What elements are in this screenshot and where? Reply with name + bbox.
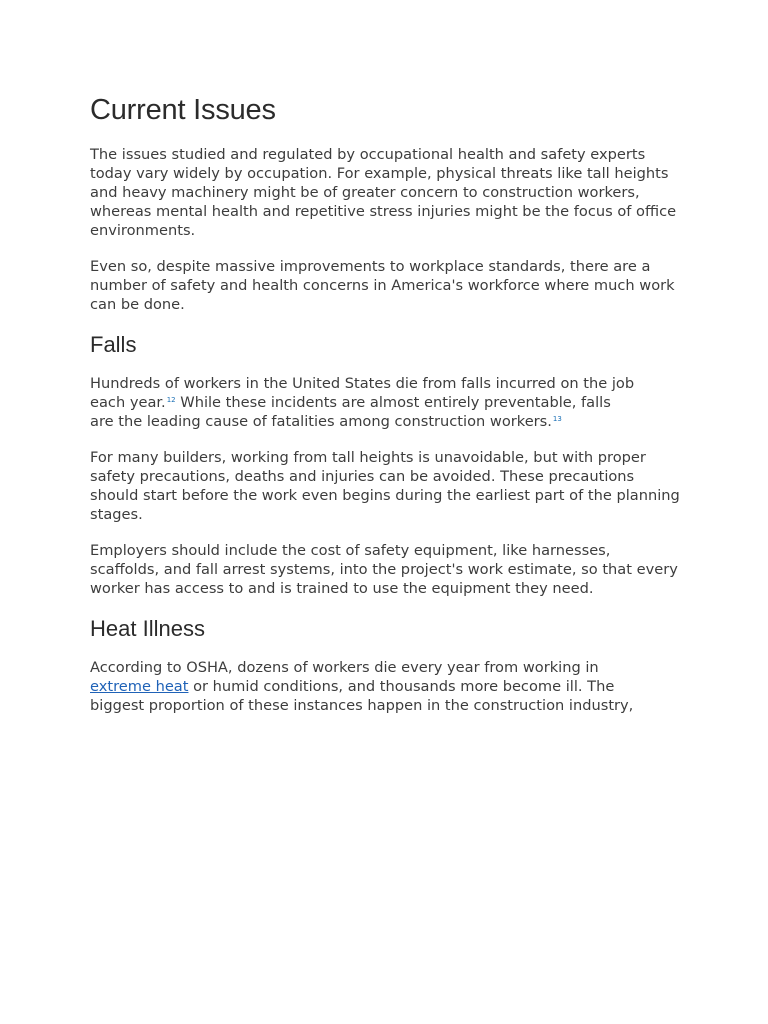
intro-paragraph-1: The issues studied and regulated by occupational health and safety experts today vary widely by occupation. For example, physical threats like tall heights and heavy machinery might be of greater concern to construction workers, whereas mental health and repetitive stress injuries might be the focus of office environments. [90,146,677,239]
falls-heading: Falls [90,332,137,357]
extreme-heat-link[interactable]: extreme heat [90,678,189,695]
intro-paragraph-2: Even so, despite massive improvements to workplace standards, there are a number of safety and health concerns in America's workforce where much work can be done. [90,258,675,313]
falls-p1-text-1: Hundreds of workers in the United States die from falls incurred on the job each year. [90,375,635,411]
heat-illness-heading: Heat Illness [90,616,205,641]
heat-p1-text-1: According to OSHA, dozens of workers die every year from working in [90,659,599,676]
falls-paragraph-2: For many builders, working from tall heights is unavoidable, but with proper safety precautions, deaths and injuries can be avoided. These precautions should start before the work even begins during the earliest part of the planning stages. [90,449,680,523]
footnote-ref-12[interactable]: 12 [166,396,176,404]
falls-p1-text-2: While these incidents are almost entirely preventable, falls are the leading cause of fatalities among construction workers. [90,394,611,430]
falls-paragraph-3: Employers should include the cost of safety equipment, like harnesses, scaffolds, and fall arrest systems, into the project's work estimate, so that every worker has access to and is trained to use the equipment they need. [90,542,678,597]
page-title: Current Issues [90,94,276,126]
falls-paragraph-1 [90,374,635,431]
heat-p1-text-2: or humid conditions, and thousands more become ill. The biggest proportion of these instances happen in the construction industry, [90,678,634,714]
heat-paragraph-1 [90,658,660,715]
footnote-ref-13[interactable]: 13 [552,415,562,423]
article [90,92,680,732]
